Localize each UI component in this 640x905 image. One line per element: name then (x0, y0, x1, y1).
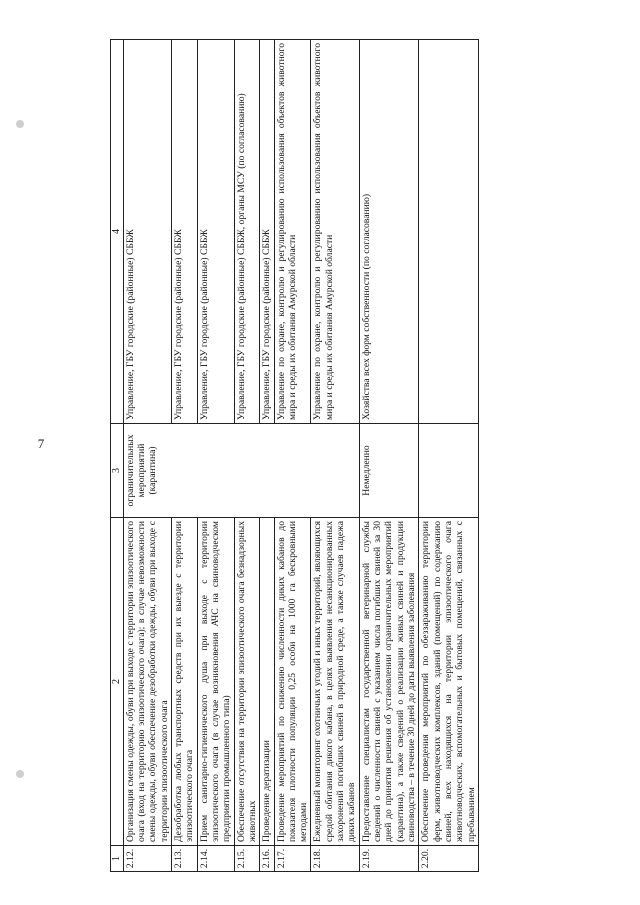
measure-text: Обеспечение отсутствия на территории эпизоотического очага безнадзорных животных (234, 518, 260, 846)
measure-text: Проведение дератизации (260, 518, 274, 846)
executor-cell: Управление по охране, контролю и регулированию использования объектов животного мира и среды их обитания Амурской области (274, 40, 311, 424)
row-number: 2.20. (419, 846, 479, 872)
rotated-table-container (110, 40, 530, 872)
measure-text: Прием санитарно-гигиенического душа при выходе с территории эпизоотического очага (в случае возникновения АЧС на свиноводческом предприятии промышленного типа) (197, 518, 234, 846)
executor-cell: Управление, ГБУ городские (районные) СББЖ (123, 40, 171, 424)
row-number: 2.18. (311, 846, 359, 872)
row-number: 2.17. (274, 846, 311, 872)
row-number: 2.14. (197, 846, 234, 872)
table-row (419, 40, 479, 872)
measure-text: Дезобработка любых транспортных средств при их выезде с территории эпизоотического очага (172, 518, 198, 846)
page-number: 7 (37, 436, 45, 451)
measure-text: Организация смены одежды, обуви при выходе с территории эпизоотического очага (вход на территорию эпизоотического очага); в случае невозможности смены одежды, обуви обеспечение дезобработки одежды, обуви при выходе с территории эпизоотического очага (123, 518, 171, 846)
table-row (359, 40, 419, 872)
measure-text: Предоставление специалистам государственной ветеринарной службы сведений о численности свиней с указанием числа погибших свиней за 30 дней до принятия решения об установлении ограничительных мероприятий (карантина), а также сведений о реализации живых свиней и продукции свиноводства – в течение 30 дней до даты выявления заболевания (359, 518, 419, 846)
executor-cell: Управление по охране, контролю и регулированию использования объектов животного мира и среды их обитания Амурской области (311, 40, 359, 424)
measure-text: Обеспечение проведения мероприятий по обеззараживанию территории ферм, животноводческих комплексов, зданий (помещений) по содержанию свиней, всех находящихся на территории эпизоотического очага животноводческих, вспомогательных и бытовых помещений, связанных с пребыванием (419, 518, 479, 846)
measure-text: Ежедневный мониторинг охотничьих угодий и иных территорий, являющихся средой обитания дикого кабана, в целях выявления несанкционированных захоронений погибших свиней в природной среде, а также случаев падежа диких кабанов (311, 518, 359, 846)
row-number: 2.13. (172, 846, 198, 872)
executor-cell (419, 40, 479, 424)
executor-cell: Хозяйства всех форм собственности (по согласованию) (359, 40, 419, 424)
table-row (123, 40, 171, 872)
executor-cell: Управление, ГБУ городские (районные) СББЖ, органы МСУ (по согласованию) (234, 40, 260, 424)
deadline-cell (419, 424, 479, 518)
column-header-1: 1 (111, 846, 124, 872)
punch-hole-top (16, 120, 24, 128)
header-row (111, 40, 124, 872)
executor-cell: Управление, ГБУ городские (районные) СББЖ (260, 40, 274, 424)
row-number: 2.16. (260, 846, 274, 872)
column-header-3: 3 (111, 424, 124, 518)
column-header-4: 4 (111, 40, 124, 424)
deadline-cell: ограничительных мероприятий (карантина) (123, 424, 359, 518)
measures-table (110, 39, 479, 872)
row-number: 2.19. (359, 846, 419, 872)
deadline-cell: Немедленно (359, 424, 419, 518)
executor-cell: Управление, ГБУ городские (районные) СББЖ (197, 40, 234, 424)
punch-hole-bottom (16, 770, 24, 778)
row-number: 2.15. (234, 846, 260, 872)
measure-text: Проведение мероприятий по снижению численности диких кабанов до показателя плотности популяции 0,25 особи на 1000 га бескровными методами (274, 518, 311, 846)
row-number: 2.12. (123, 846, 171, 872)
executor-cell: Управление, ГБУ городские (районные) СББЖ (172, 40, 198, 424)
column-header-2: 2 (111, 518, 124, 846)
